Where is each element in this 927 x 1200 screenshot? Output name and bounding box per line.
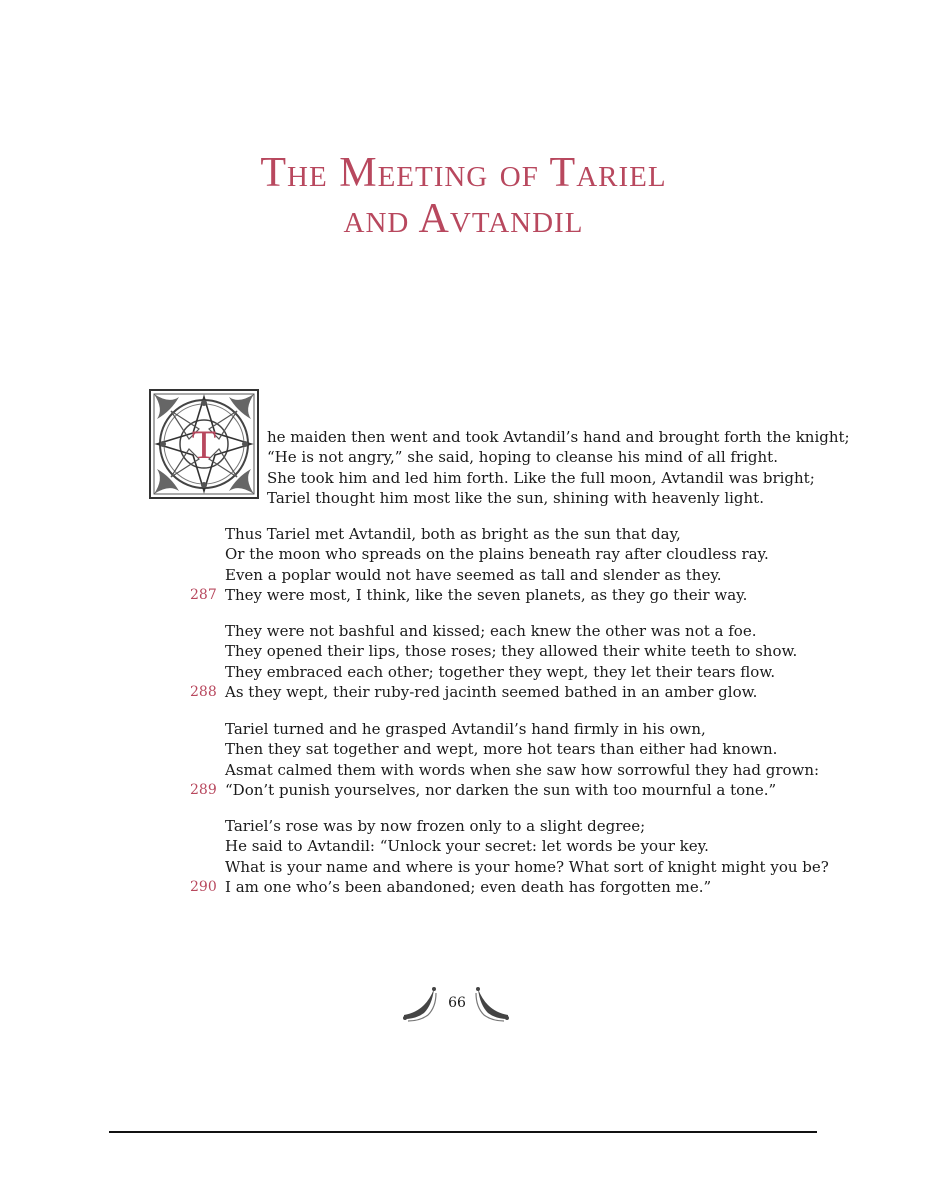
- verse-line: He said to Avtandil: “Unlock your secret: let words be your key.: [225, 837, 709, 856]
- verse-line: They were not bashful and kissed; each knew the other was not a foe.: [225, 622, 757, 640]
- verse-line-text: They were most, I think, like the seven planets, as they go their way.: [225, 585, 748, 604]
- verse-line: Thus Tariel met Avtandil, both as bright as the sun that day,: [225, 525, 681, 543]
- verse-line-text: “Don’t punish yourselves, nor darken the sun with too mournful a tone.”: [225, 780, 777, 799]
- verse-line-text: As they wept, their ruby-red jacinth seemed bathed in an amber glow.: [225, 682, 758, 701]
- verse-line: [190, 877, 810, 897]
- verse-line: They embraced each other; together they wept, they let their tears flow.: [225, 662, 776, 681]
- verse-line: They opened their lips, those roses; they allowed their white teeth to show.: [225, 642, 798, 661]
- stanza: [190, 816, 829, 897]
- stanza: [190, 621, 810, 702]
- verse-line: Or the moon who spreads on the plains beneath ray after cloudless ray.: [225, 545, 769, 564]
- stanza: [190, 719, 820, 800]
- right-flourish-icon: [474, 985, 510, 1023]
- verse-line: Even a poplar would not have seemed as tall and slender as they.: [225, 565, 722, 584]
- verse-line: Tariel’s rose was by now frozen only to a slight degree;: [225, 817, 646, 835]
- stanza: [232, 427, 852, 508]
- verse-line: Then they sat together and wept, more hot tears than either had known.: [225, 740, 778, 759]
- verse-line: Tariel turned and he grasped Avtandil’s hand firmly in his own,: [225, 720, 706, 738]
- stanza-number: 290: [190, 878, 217, 895]
- verse-line: Tariel thought him most like the sun, shining with heavenly light.: [267, 488, 764, 507]
- stanza-number: 289: [190, 781, 217, 798]
- page-number: 66: [448, 995, 466, 1011]
- verse-line: [190, 780, 810, 800]
- drop-cap-letter: T: [191, 422, 217, 467]
- verse-line: [190, 682, 810, 702]
- left-flourish-icon: [402, 985, 438, 1023]
- bottom-rule: [109, 1131, 817, 1133]
- stanza: [190, 524, 810, 605]
- stanza-number: 288: [190, 683, 217, 700]
- chapter-title-line-1: The Meeting of Tariel: [260, 150, 667, 196]
- chapter-title-line-2: and Avtandil: [343, 196, 584, 242]
- stanza-number: 287: [190, 586, 217, 603]
- verse-line: She took him and led him forth. Like the full moon, Avtandil was bright;: [267, 468, 815, 487]
- verse-line: Asmat calmed them with words when she saw how sorrowful they had grown:: [225, 760, 820, 779]
- verse-line: “He is not angry,” she said, hoping to cleanse his mind of all fright.: [267, 448, 778, 467]
- page-footer: [0, 985, 927, 1025]
- verse-line: [190, 585, 810, 605]
- verse-line: he maiden then went and took Avtandil’s hand and brought forth the knight;: [267, 428, 850, 446]
- verse-line-text: I am one who’s been abandoned; even death has forgotten me.”: [225, 877, 712, 896]
- chapter-title: [0, 150, 927, 242]
- verse-line: What is your name and where is your home? What sort of knight might you be?: [225, 857, 829, 876]
